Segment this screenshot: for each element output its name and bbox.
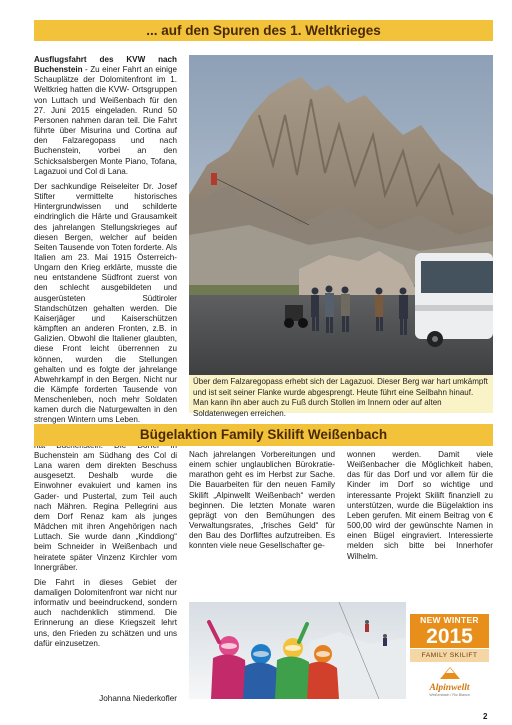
paragraph-3: Buchenstein am Südhang des Col di Lana waren dem direkten Beschuss ausgesetzt. Deshalb wurde die Einwohner evakuiert und kamen ins Gader- und Pustertal, zum Teil auch nach Mähren. Regina Pellegrini aus dem Dorf Renaz kam als junges Mädchen mit ihren Angehörigen nach Luttach. Sie wurde dann „Kinddiong“ beim Schneider in Weißenbach und heiratete später Vinzenz Kirchler vom Innergräber.: [34, 450, 177, 572]
paragraph-1-text: - Zu einer Fahrt an einige Schauplätze der Dolomitenfront im 1. Weltkrieg hatten die KVW- Ortsgruppen von Luttach und Weißenbach für den 27. Juni 2015 eingeladen. Rund 50 Personen nahmen daran teil. Die Fahrt führte über Misurina und Cortina auf den Falzaregopass und nach Buchenstein, vorbei an den Schicksalsbergen Monte Piano, Tofana, Lagazuoi und Col di Lana.: [34, 65, 177, 176]
ad-year: 2015: [410, 626, 489, 648]
ad-brand-sub: Weißenbach / Rio Bianco: [429, 693, 470, 697]
paragraph-lead: Ausflugsfahrt des KVW nach Buchenstein: [34, 55, 177, 75]
article-banner-weltkrieg: ... auf den Spuren des 1. Weltkrieges: [34, 20, 493, 41]
ad-panel: [406, 602, 493, 699]
ad-new-winter: NEW WINTER: [410, 614, 489, 626]
paragraph-2: Der sachkundige Reiseleiter Dr. Josef Stifter vermittelte historisches Hintergrundwissen und schilderte eindringlich die Härte und Grausamkeit des jahrelangen Stellungskrieges auf diesen Bergen, welcher auf beiden Seiten Tausende von Toten forderte. Als Italien am 23. Mai 1915 Österreich-Ungarn den Krieg erklärte, musste die neu entstandene Südfront zuerst von den schlecht ausgebildeten und ausgerüsteten Südtiroler Standschützen gehalten werden. Die Kaiserjäger und Kaiserschützen kämpften an anderen Fronten, z.B. in Galizien. Obwohl die Italiener glaubten, diese Front leicht überrennen zu können, wurden die Stellungen gehalten und es folgte der jahrelange Abwehrkampf in den Bergen. Nicht nur die Kämpfe forderten Tausende von Menschenleben, noch mehr Soldaten kamen durch die Naturgewalten in den strengen Wintern ums Leben.: [34, 181, 177, 425]
skilift-column-1: [189, 450, 335, 557]
ad-brand: Alpinwellt: [429, 683, 470, 693]
article-banner-skilift: Bügelaktion Family Skilift Weißenbach: [34, 424, 493, 446]
page-number: 2: [483, 712, 488, 721]
skilift-paragraph-1: Nach jahrelangen Vorbereitungen und einem schier unglaublichen Bürokratie-marathon geht es im Herbst zur Sache. Die Bauarbeiten für den neuen Family Skilift „Alpinwellt Weißenbach“ werden beginnen. Die letzten Monate waren geprägt von den Bemühungen des Verwaltungsrates, „frisches Geld“ für den Bau des Dorfliftes aufzutreiben. Es konnten viele neue Gesellschafter ge-: [189, 450, 335, 551]
author-signature: Johanna Niederkofler: [99, 694, 177, 703]
skilift-paragraph-2: wonnen werden. Damit viele Weißenbacher die Möglichkeit haben, das für das Dorf und vor allem für die Kinder im Dorf so wichtige und interessante Projekt Skilift finanziell zu unterstützen, wurde die Bügelaktion ins Leben gerufen. Mit einem Beitrag von € 500,00 wird der gewünschte Namen in einen Bügel eingraviert. Interessierte melden sich bitte bei Innerhofer Wilhelm.: [347, 450, 493, 561]
ad-subtitle: FAMILY SKILIFT: [410, 649, 489, 662]
article-left-column: [34, 55, 177, 654]
skilift-column-2: [347, 450, 493, 567]
photo-caption: Über dem Falzaregopass erhebt sich der Lagazuoi. Dieser Berg war hart umkämpft und ist seit seiner Flanke wurde abgesprengt. Heute führt eine Seilbahn hinauf. Man kann ihn aber auch zu Fuß durch Stollen im Innern oder auf alten Soldatenwegen erreichen.: [189, 375, 493, 413]
skilift-advertisement: [189, 602, 493, 699]
paragraph-4: Die Fahrt in dieses Gebiet der damaligen Dolomitenfront war nicht nur informativ und beeindruckend, sondern auch nachdenklich stimmend. Die Erinnerung an diese Kriegszeit lehrt uns, den Frieden zu schätzen und uns dafür einzusetzen.: [34, 577, 177, 648]
lagazuoi-photo: [189, 55, 493, 375]
paragraph-1: [34, 55, 177, 177]
